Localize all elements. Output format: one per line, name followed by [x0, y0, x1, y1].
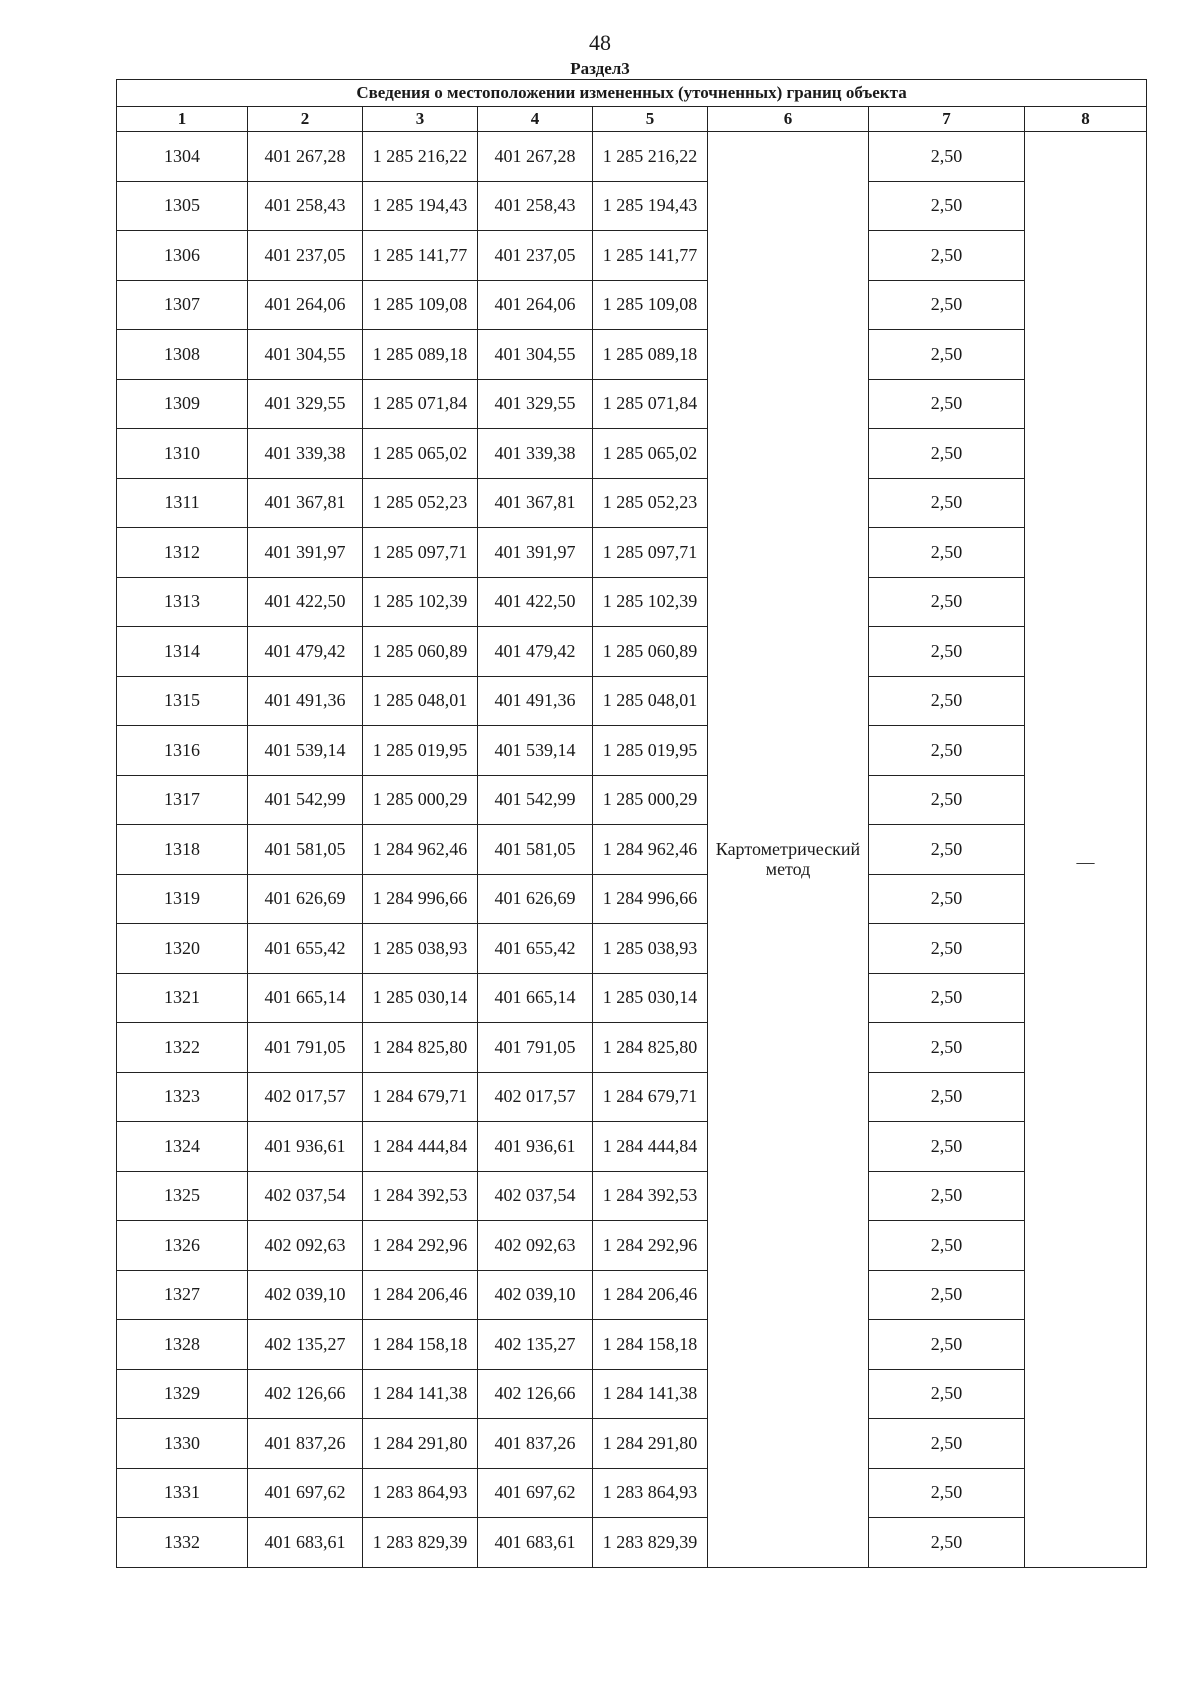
cell-y-new: 1 285 000,29 — [593, 775, 708, 825]
cell-point: 1327 — [117, 1270, 248, 1320]
cell-y-old: 1 285 060,89 — [363, 627, 478, 677]
cell-accuracy: 2,50 — [869, 726, 1025, 776]
cell-y-new: 1 285 102,39 — [593, 577, 708, 627]
table-row — [117, 429, 1147, 479]
cell-x-new: 401 264,06 — [478, 280, 593, 330]
cell-point: 1330 — [117, 1419, 248, 1469]
cell-x-new: 401 339,38 — [478, 429, 593, 479]
cell-y-new: 1 285 019,95 — [593, 726, 708, 776]
cell-y-new: 1 285 216,22 — [593, 132, 708, 182]
cell-x-old: 401 264,06 — [248, 280, 363, 330]
cell-accuracy: 2,50 — [869, 1171, 1025, 1221]
cell-point: 1304 — [117, 132, 248, 182]
table-row — [117, 181, 1147, 231]
cell-point: 1309 — [117, 379, 248, 429]
cell-accuracy: 2,50 — [869, 874, 1025, 924]
cell-x-new: 402 039,10 — [478, 1270, 593, 1320]
cell-accuracy: 2,50 — [869, 1468, 1025, 1518]
table-row — [117, 1369, 1147, 1419]
cell-y-old: 1 285 109,08 — [363, 280, 478, 330]
cell-point: 1325 — [117, 1171, 248, 1221]
cell-point: 1329 — [117, 1369, 248, 1419]
cell-accuracy: 2,50 — [869, 577, 1025, 627]
cell-y-new: 1 285 089,18 — [593, 330, 708, 380]
cell-x-old: 401 367,81 — [248, 478, 363, 528]
cell-y-old: 1 285 194,43 — [363, 181, 478, 231]
cell-x-old: 401 581,05 — [248, 825, 363, 875]
column-number: 2 — [248, 107, 363, 132]
cell-y-old: 1 285 052,23 — [363, 478, 478, 528]
table-row — [117, 1023, 1147, 1073]
table-caption: Сведения о местоположении измененных (уточненных) границ объекта — [117, 80, 1147, 107]
cell-y-new: 1 284 206,46 — [593, 1270, 708, 1320]
cell-accuracy: 2,50 — [869, 379, 1025, 429]
table-caption-row — [117, 80, 1147, 107]
cell-point: 1307 — [117, 280, 248, 330]
table-row — [117, 330, 1147, 380]
cell-point: 1312 — [117, 528, 248, 578]
cell-y-old: 1 285 065,02 — [363, 429, 478, 479]
cell-x-new: 401 837,26 — [478, 1419, 593, 1469]
column-number: 5 — [593, 107, 708, 132]
table-row — [117, 1171, 1147, 1221]
cell-y-old: 1 284 962,46 — [363, 825, 478, 875]
cell-point: 1326 — [117, 1221, 248, 1271]
table-row — [117, 676, 1147, 726]
cell-accuracy: 2,50 — [869, 1419, 1025, 1469]
cell-accuracy: 2,50 — [869, 1320, 1025, 1370]
cell-x-old: 402 039,10 — [248, 1270, 363, 1320]
cell-x-new: 402 037,54 — [478, 1171, 593, 1221]
cell-x-old: 401 267,28 — [248, 132, 363, 182]
cell-point: 1316 — [117, 726, 248, 776]
cell-y-new: 1 285 038,93 — [593, 924, 708, 974]
cell-point: 1315 — [117, 676, 248, 726]
cell-accuracy: 2,50 — [869, 429, 1025, 479]
cell-accuracy: 2,50 — [869, 181, 1025, 231]
cell-x-new: 401 329,55 — [478, 379, 593, 429]
boundary-coordinates-table — [116, 79, 1147, 1568]
cell-x-new: 401 697,62 — [478, 1468, 593, 1518]
table-row — [117, 1419, 1147, 1469]
cell-x-old: 401 683,61 — [248, 1518, 363, 1568]
cell-accuracy: 2,50 — [869, 1221, 1025, 1271]
cell-x-old: 401 539,14 — [248, 726, 363, 776]
cell-y-new: 1 284 444,84 — [593, 1122, 708, 1172]
cell-y-new: 1 285 109,08 — [593, 280, 708, 330]
cell-y-old: 1 285 089,18 — [363, 330, 478, 380]
column-number: 3 — [363, 107, 478, 132]
cell-x-old: 401 655,42 — [248, 924, 363, 974]
cell-point: 1321 — [117, 973, 248, 1023]
cell-x-old: 401 665,14 — [248, 973, 363, 1023]
cell-y-old: 1 285 000,29 — [363, 775, 478, 825]
cell-point: 1313 — [117, 577, 248, 627]
cell-x-old: 401 697,62 — [248, 1468, 363, 1518]
cell-x-old: 401 542,99 — [248, 775, 363, 825]
cell-y-new: 1 285 030,14 — [593, 973, 708, 1023]
cell-y-new: 1 283 829,39 — [593, 1518, 708, 1568]
cell-y-new: 1 284 996,66 — [593, 874, 708, 924]
cell-point: 1310 — [117, 429, 248, 479]
cell-x-old: 402 092,63 — [248, 1221, 363, 1271]
cell-x-new: 401 539,14 — [478, 726, 593, 776]
cell-y-new: 1 285 097,71 — [593, 528, 708, 578]
cell-y-old: 1 285 030,14 — [363, 973, 478, 1023]
cell-y-new: 1 284 392,53 — [593, 1171, 708, 1221]
cell-x-old: 401 329,55 — [248, 379, 363, 429]
column-number: 1 — [117, 107, 248, 132]
cell-x-new: 401 267,28 — [478, 132, 593, 182]
cell-point: 1331 — [117, 1468, 248, 1518]
cell-x-old: 401 936,61 — [248, 1122, 363, 1172]
cell-x-new: 401 479,42 — [478, 627, 593, 677]
cell-accuracy: 2,50 — [869, 1270, 1025, 1320]
cell-accuracy: 2,50 — [869, 1072, 1025, 1122]
cell-y-old: 1 283 864,93 — [363, 1468, 478, 1518]
cell-y-new: 1 283 864,93 — [593, 1468, 708, 1518]
cell-point: 1306 — [117, 231, 248, 281]
cell-y-old: 1 284 679,71 — [363, 1072, 478, 1122]
cell-x-old: 401 837,26 — [248, 1419, 363, 1469]
column-number-row — [117, 107, 1147, 132]
cell-x-new: 401 391,97 — [478, 528, 593, 578]
cell-y-new: 1 284 291,80 — [593, 1419, 708, 1469]
cell-x-old: 402 017,57 — [248, 1072, 363, 1122]
cell-x-new: 401 542,99 — [478, 775, 593, 825]
table-row — [117, 478, 1147, 528]
cell-y-old: 1 285 102,39 — [363, 577, 478, 627]
cell-x-old: 402 135,27 — [248, 1320, 363, 1370]
cell-accuracy: 2,50 — [869, 231, 1025, 281]
cell-y-new: 1 285 048,01 — [593, 676, 708, 726]
cell-y-old: 1 284 444,84 — [363, 1122, 478, 1172]
cell-x-new: 401 626,69 — [478, 874, 593, 924]
cell-y-new: 1 284 825,80 — [593, 1023, 708, 1073]
table-row — [117, 1072, 1147, 1122]
cell-x-new: 402 092,63 — [478, 1221, 593, 1271]
cell-x-old: 401 791,05 — [248, 1023, 363, 1073]
table-row — [117, 577, 1147, 627]
cell-accuracy: 2,50 — [869, 1518, 1025, 1568]
cell-x-new: 402 017,57 — [478, 1072, 593, 1122]
cell-y-new: 1 284 158,18 — [593, 1320, 708, 1370]
cell-y-old: 1 285 141,77 — [363, 231, 478, 281]
cell-point: 1324 — [117, 1122, 248, 1172]
cell-x-old: 401 479,42 — [248, 627, 363, 677]
table-row — [117, 726, 1147, 776]
cell-x-old: 401 339,38 — [248, 429, 363, 479]
cell-x-old: 401 258,43 — [248, 181, 363, 231]
table-row — [117, 1122, 1147, 1172]
cell-y-new: 1 284 292,96 — [593, 1221, 708, 1271]
table-row — [117, 132, 1147, 182]
cell-accuracy: 2,50 — [869, 528, 1025, 578]
cell-y-old: 1 285 019,95 — [363, 726, 478, 776]
cell-y-new: 1 284 962,46 — [593, 825, 708, 875]
cell-x-new: 402 126,66 — [478, 1369, 593, 1419]
table-row — [117, 874, 1147, 924]
column-number: 6 — [708, 107, 869, 132]
cell-accuracy: 2,50 — [869, 627, 1025, 677]
cell-y-old: 1 284 206,46 — [363, 1270, 478, 1320]
cell-y-old: 1 285 038,93 — [363, 924, 478, 974]
cell-point: 1328 — [117, 1320, 248, 1370]
section-title: Раздел3 — [570, 59, 630, 78]
cell-x-old: 401 422,50 — [248, 577, 363, 627]
cell-point: 1317 — [117, 775, 248, 825]
table-row — [117, 231, 1147, 281]
table-row — [117, 775, 1147, 825]
cell-y-new: 1 285 071,84 — [593, 379, 708, 429]
cell-point: 1332 — [117, 1518, 248, 1568]
cell-accuracy: 2,50 — [869, 775, 1025, 825]
table-row — [117, 1320, 1147, 1370]
table-row — [117, 1221, 1147, 1271]
cell-x-new: 401 665,14 — [478, 973, 593, 1023]
cell-y-new: 1 285 052,23 — [593, 478, 708, 528]
cell-x-new: 402 135,27 — [478, 1320, 593, 1370]
cell-x-old: 401 391,97 — [248, 528, 363, 578]
table-row — [117, 528, 1147, 578]
cell-point: 1318 — [117, 825, 248, 875]
cell-y-old: 1 285 216,22 — [363, 132, 478, 182]
cell-x-new: 401 936,61 — [478, 1122, 593, 1172]
table-row — [117, 1468, 1147, 1518]
table-row — [117, 825, 1147, 875]
cell-x-new: 401 791,05 — [478, 1023, 593, 1073]
cell-y-old: 1 284 996,66 — [363, 874, 478, 924]
table-row — [117, 1518, 1147, 1568]
cell-y-old: 1 285 097,71 — [363, 528, 478, 578]
cell-point: 1314 — [117, 627, 248, 677]
cell-point: 1320 — [117, 924, 248, 974]
cell-x-new: 401 581,05 — [478, 825, 593, 875]
cell-accuracy: 2,50 — [869, 924, 1025, 974]
cell-point: 1308 — [117, 330, 248, 380]
table-row — [117, 280, 1147, 330]
table-row — [117, 627, 1147, 677]
table-row — [117, 1270, 1147, 1320]
cell-point: 1305 — [117, 181, 248, 231]
cell-x-new: 401 491,36 — [478, 676, 593, 726]
cell-accuracy: 2,50 — [869, 973, 1025, 1023]
cell-accuracy: 2,50 — [869, 825, 1025, 875]
page-number: 48 — [589, 30, 611, 55]
cell-x-old: 402 126,66 — [248, 1369, 363, 1419]
cell-y-old: 1 285 048,01 — [363, 676, 478, 726]
cell-y-new: 1 285 194,43 — [593, 181, 708, 231]
cell-accuracy: 2,50 — [869, 280, 1025, 330]
cell-y-old: 1 283 829,39 — [363, 1518, 478, 1568]
table-body — [117, 132, 1147, 1568]
cell-y-old: 1 284 392,53 — [363, 1171, 478, 1221]
column-number: 8 — [1025, 107, 1147, 132]
cell-accuracy: 2,50 — [869, 1369, 1025, 1419]
cell-point: 1319 — [117, 874, 248, 924]
cell-x-new: 401 655,42 — [478, 924, 593, 974]
cell-note: — — [1025, 132, 1147, 1568]
table-row — [117, 924, 1147, 974]
cell-x-new: 401 237,05 — [478, 231, 593, 281]
cell-accuracy: 2,50 — [869, 1122, 1025, 1172]
cell-y-new: 1 284 141,38 — [593, 1369, 708, 1419]
cell-y-old: 1 284 825,80 — [363, 1023, 478, 1073]
cell-y-old: 1 284 292,96 — [363, 1221, 478, 1271]
cell-y-new: 1 285 060,89 — [593, 627, 708, 677]
cell-y-old: 1 284 291,80 — [363, 1419, 478, 1469]
cell-y-new: 1 285 065,02 — [593, 429, 708, 479]
cell-x-old: 401 626,69 — [248, 874, 363, 924]
cell-method: Картометрический метод — [708, 132, 869, 1568]
cell-x-old: 401 304,55 — [248, 330, 363, 380]
column-number: 7 — [869, 107, 1025, 132]
cell-x-old: 401 491,36 — [248, 676, 363, 726]
cell-y-new: 1 285 141,77 — [593, 231, 708, 281]
cell-y-new: 1 284 679,71 — [593, 1072, 708, 1122]
cell-x-old: 402 037,54 — [248, 1171, 363, 1221]
cell-x-new: 401 304,55 — [478, 330, 593, 380]
cell-x-old: 401 237,05 — [248, 231, 363, 281]
cell-point: 1323 — [117, 1072, 248, 1122]
column-number: 4 — [478, 107, 593, 132]
cell-x-new: 401 422,50 — [478, 577, 593, 627]
cell-y-old: 1 284 141,38 — [363, 1369, 478, 1419]
cell-accuracy: 2,50 — [869, 132, 1025, 182]
cell-accuracy: 2,50 — [869, 330, 1025, 380]
table-row — [117, 973, 1147, 1023]
cell-point: 1322 — [117, 1023, 248, 1073]
cell-x-new: 401 258,43 — [478, 181, 593, 231]
table-row — [117, 379, 1147, 429]
cell-y-old: 1 285 071,84 — [363, 379, 478, 429]
cell-x-new: 401 367,81 — [478, 478, 593, 528]
cell-point: 1311 — [117, 478, 248, 528]
cell-y-old: 1 284 158,18 — [363, 1320, 478, 1370]
cell-accuracy: 2,50 — [869, 676, 1025, 726]
cell-accuracy: 2,50 — [869, 1023, 1025, 1073]
cell-accuracy: 2,50 — [869, 478, 1025, 528]
cell-x-new: 401 683,61 — [478, 1518, 593, 1568]
